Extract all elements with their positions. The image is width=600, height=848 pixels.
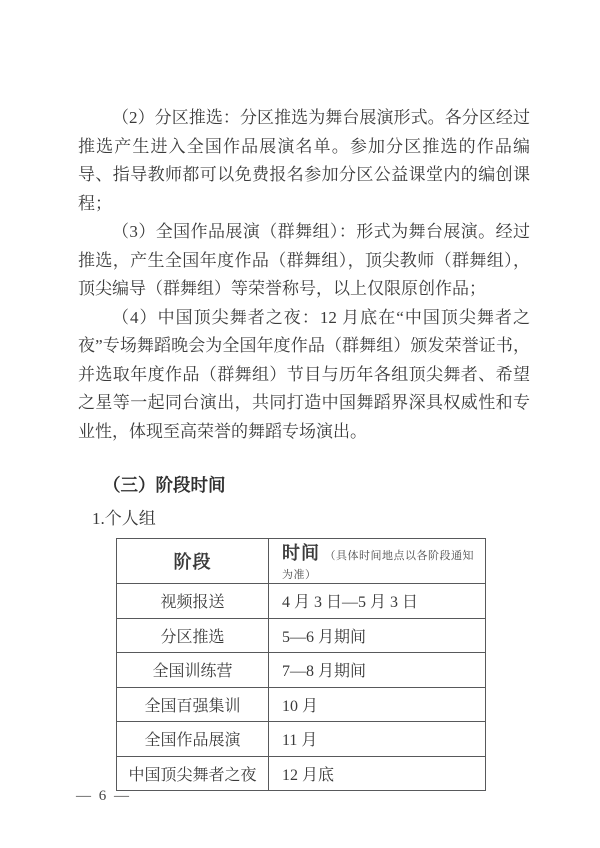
body-text-block bbox=[78, 104, 530, 446]
time-cell: 5—6 月期间 bbox=[269, 618, 486, 653]
table-row bbox=[117, 687, 486, 722]
stage-cell: 中国顶尖舞者之夜 bbox=[117, 756, 269, 791]
header-cell-stage bbox=[117, 539, 269, 584]
header-time-label: 时间 bbox=[282, 543, 320, 563]
header-stage-label: 阶段 bbox=[173, 552, 212, 572]
table-row bbox=[117, 584, 486, 619]
table-row bbox=[117, 722, 486, 757]
stage-cell: 分区推选 bbox=[117, 618, 269, 653]
subsection-label: 1.个人组 bbox=[92, 509, 156, 528]
time-cell: 10 月 bbox=[269, 687, 486, 722]
page-number: — 6 — bbox=[76, 788, 131, 804]
table-header-row bbox=[117, 539, 486, 584]
table-row bbox=[117, 618, 486, 653]
time-cell: 12 月底 bbox=[269, 756, 486, 791]
stage-cell: 全国百强集训 bbox=[117, 687, 269, 722]
table-row bbox=[117, 653, 486, 688]
schedule-table bbox=[116, 538, 486, 791]
time-cell: 7—8 月期间 bbox=[269, 653, 486, 688]
table-row bbox=[117, 756, 486, 791]
header-cell-time bbox=[269, 539, 486, 584]
section-heading: （三）阶段时间 bbox=[103, 475, 226, 495]
stage-cell: 视频报送 bbox=[117, 584, 269, 619]
time-cell: 11 月 bbox=[269, 722, 486, 757]
header-time-note: （具体时间地点以各阶段通知为准） bbox=[282, 550, 474, 581]
paragraph-item-3: （3）全国作品展演（群舞组）：形式为舞台展演。经过推选，产生全国年度作品（群舞组），顶尖教师（群舞组），顶尖编导（群舞组）等荣誉称号，以上仅限原创作品； bbox=[78, 222, 530, 298]
page-content bbox=[78, 104, 530, 791]
time-cell: 4 月 3 日—5 月 3 日 bbox=[269, 584, 486, 619]
paragraph-item-4: （4）中国顶尖舞者之夜：12 月底在“中国顶尖舞者之夜”专场舞蹈晚会为全国年度作品（群舞组）颁发荣誉证书，并选取年度作品（群舞组）节目与历年各组顶尖舞者、希望之星等一起同台演出，共同打造中国舞蹈界深具权威性和专业性，体现至高荣誉的舞蹈专场演出。 bbox=[78, 307, 530, 441]
stage-cell: 全国作品展演 bbox=[117, 722, 269, 757]
stage-cell: 全国训练营 bbox=[117, 653, 269, 688]
paragraph-item-2: （2）分区推选：分区推选为舞台展演形式。各分区经过推选产生进入全国作品展演名单。参加分区推选的作品编导、指导教师都可以免费报名参加分区公益课堂内的编创课程； bbox=[78, 108, 530, 213]
